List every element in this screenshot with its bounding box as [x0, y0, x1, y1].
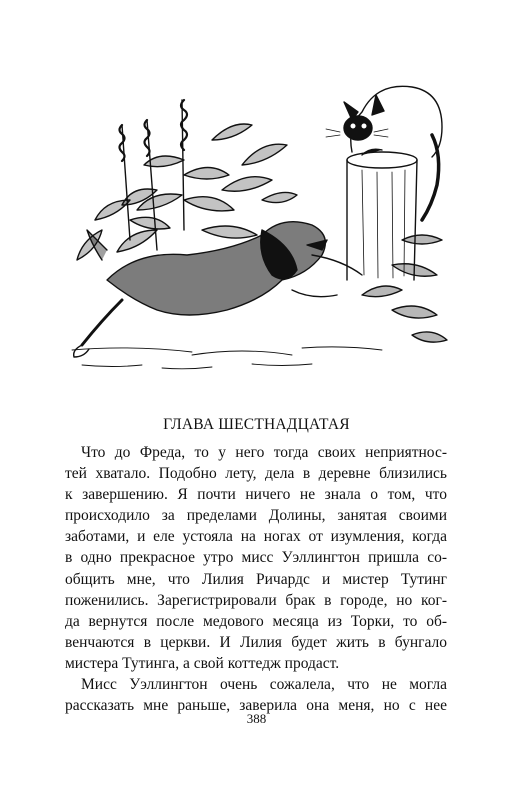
- text-line: общить мне, что Лилия Ричардс и мистер Тутинг: [65, 570, 447, 588]
- tree-stump-icon: [347, 152, 417, 280]
- text-line: венчаются в церкви. И Лилия будет жить в бунгало: [65, 633, 447, 651]
- text-line: происходило за пределами Долины, занятая своими: [65, 507, 447, 525]
- text-line: к завершению. Я почти ничего не знала о том, что: [65, 486, 447, 504]
- text-line: в одно прекрасное утро мисс Уэллингтон пришла со-: [65, 549, 447, 567]
- text-line: Мисс Уэллингтон очень сожалела, что не могла: [81, 676, 447, 694]
- dog-icon: [74, 222, 362, 357]
- text-line: мистера Тутинга, а свой коттедж продаст.: [65, 654, 340, 672]
- chapter-title: ГЛАВА ШЕСТНАДЦАТАЯ: [163, 416, 350, 433]
- text-line: заботами, и еле устояла на ногах от изумления, когда: [65, 528, 447, 546]
- ground-icon: [72, 347, 382, 369]
- text-line: да вернутся после медового месяца из Торки, то об-: [65, 612, 447, 630]
- text-line: тей хватало. Подобно лету, дела в деревне близились: [65, 465, 447, 483]
- paragraph-2: [65, 674, 447, 716]
- paragraph-1: [65, 442, 447, 674]
- body-text: [65, 442, 447, 716]
- page-number: 388: [246, 711, 267, 726]
- cat-icon: [326, 86, 442, 220]
- text-line: поженились. Зарегистрировали брак в городе, но ког-: [65, 591, 447, 609]
- text-line: Что до Фреда, то у него тогда своих неприятнос-: [81, 444, 447, 461]
- text-line: рассказать мне раньше, заверила она меня, но с нее: [65, 697, 447, 715]
- illustration-dog-and-cat: [62, 80, 452, 380]
